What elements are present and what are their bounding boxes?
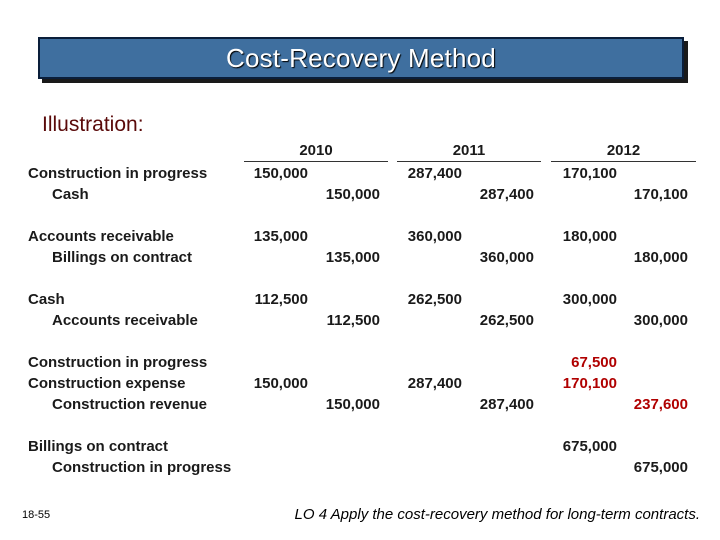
year-header-2011: 2011 xyxy=(452,142,486,159)
account-label: Construction in progress xyxy=(52,459,232,476)
credit-amount: 237,600 xyxy=(633,396,688,413)
account-label: Accounts receivable xyxy=(52,312,198,329)
account-label: Cash xyxy=(52,186,89,203)
debit-amount: 112,500 xyxy=(254,291,308,308)
account-label: Accounts receivable xyxy=(28,228,174,245)
year-underline xyxy=(244,161,388,162)
account-label: Construction in progress xyxy=(28,165,208,182)
account-label: Construction revenue xyxy=(52,396,208,413)
account-label: Construction in progress xyxy=(28,354,208,371)
credit-amount: 135,000 xyxy=(325,249,380,266)
account-label: Billings on contract xyxy=(52,249,193,266)
credit-amount: 287,400 xyxy=(479,396,534,413)
credit-amount: 300,000 xyxy=(633,312,688,329)
debit-amount: 287,400 xyxy=(407,165,462,182)
page-title: Cost-Recovery Method xyxy=(226,42,496,73)
credit-amount: 287,400 xyxy=(479,186,534,203)
title-banner xyxy=(38,37,684,79)
credit-amount: 150,000 xyxy=(325,396,380,413)
credit-amount: 675,000 xyxy=(633,459,688,476)
year-header-2010: 2010 xyxy=(299,142,333,159)
debit-amount: 360,000 xyxy=(407,228,462,245)
account-label: Cash xyxy=(28,291,65,308)
debit-amount: 180,000 xyxy=(562,228,617,245)
debit-amount: 67,500 xyxy=(571,354,617,371)
account-label: Billings on contract xyxy=(28,438,169,455)
debit-amount: 135,000 xyxy=(253,228,308,245)
learning-objective: LO 4 Apply the cost-recovery method for long-term contracts. xyxy=(294,506,700,523)
debit-amount: 300,000 xyxy=(562,291,617,308)
credit-amount: 170,100 xyxy=(633,186,688,203)
credit-amount: 262,500 xyxy=(479,312,534,329)
debit-amount: 170,100 xyxy=(562,375,617,392)
debit-amount: 287,400 xyxy=(407,375,462,392)
credit-amount: 112,500 xyxy=(326,312,380,329)
debit-amount: 262,500 xyxy=(407,291,462,308)
year-underline xyxy=(397,161,541,162)
illustration-label: Illustration: xyxy=(42,113,144,136)
slide-number: 18-55 xyxy=(22,509,51,521)
account-label: Construction expense xyxy=(28,375,186,392)
debit-amount: 150,000 xyxy=(253,165,308,182)
credit-amount: 150,000 xyxy=(325,186,380,203)
debit-amount: 675,000 xyxy=(562,438,617,455)
year-underline xyxy=(551,161,696,162)
year-header-2012: 2012 xyxy=(606,142,641,159)
credit-amount: 180,000 xyxy=(633,249,688,266)
credit-amount: 360,000 xyxy=(479,249,534,266)
debit-amount: 150,000 xyxy=(253,375,308,392)
debit-amount: 170,100 xyxy=(562,165,617,182)
